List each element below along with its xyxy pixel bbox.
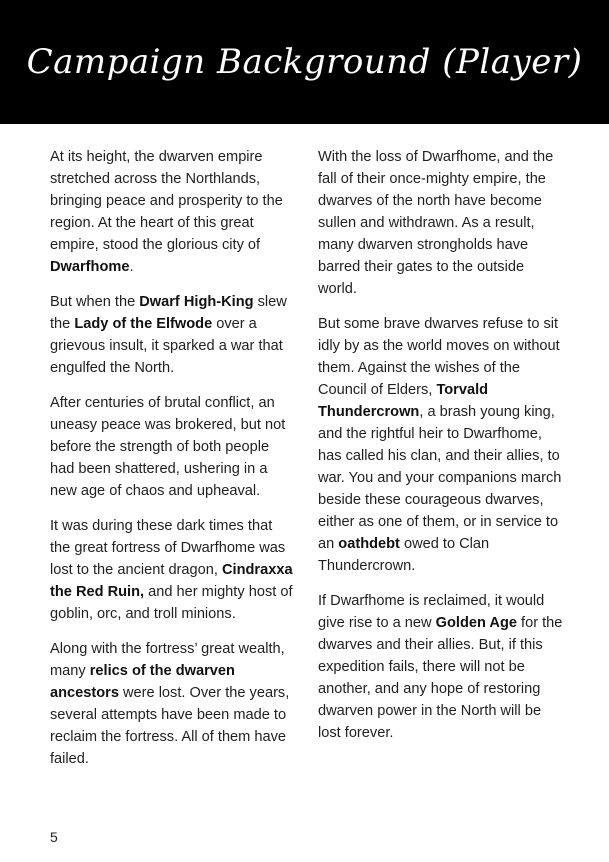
paragraph-text: It was during these dark times that the great fortress of Dwarfhome was lost to the ancient dragon,	[50, 518, 286, 578]
right-column	[318, 146, 564, 757]
paragraph-text: With the loss of Dwarfhome, and the fall of their once-mighty empire, the dwarves of the north have become sullen and withdrawn. As a result, many dwarven strongholds have barred their gates to the outside world.	[318, 149, 554, 297]
paragraph	[318, 590, 564, 744]
paragraph-text: .	[129, 259, 134, 275]
left-column	[50, 146, 296, 783]
paragraph	[50, 146, 296, 278]
paragraph	[50, 515, 296, 625]
paragraph	[318, 313, 564, 577]
paragraph	[50, 291, 296, 379]
page-title: Campaign Background (Player)	[26, 42, 583, 82]
paragraph-text: and her mighty host of goblin, orc, and troll minions.	[50, 584, 293, 622]
paragraph	[50, 638, 296, 770]
page-number: 5	[50, 829, 58, 845]
paragraph	[318, 146, 564, 300]
bold-term: Dwarfhome	[50, 259, 130, 275]
paragraph-text: But when the	[50, 294, 140, 310]
paragraph-text: After centuries of brutal conflict, an uneasy peace was brokered, but not before the strength of both people had been shattered, ushering in a new age of chaos and upheaval.	[50, 395, 286, 499]
bold-term: Lady of the Elfwode	[74, 316, 213, 332]
bold-term: relics of the dwarven ancestors	[50, 663, 235, 701]
paragraph-text: owed to Clan Thundercrown.	[318, 536, 490, 574]
bold-term: oathdebt	[338, 536, 400, 552]
bold-term: Dwarf High-King	[139, 294, 254, 310]
bold-term: Golden Age	[435, 615, 517, 631]
title-banner	[0, 0, 609, 124]
paragraph-text: If Dwarfhome is reclaimed, it would give rise to a new	[318, 593, 545, 631]
bold-term: Cindraxxa the Red Ruin,	[50, 562, 293, 600]
paragraph-text: were lost. Over the years, several attempts have been made to reclaim the fortress. All of them have failed.	[50, 685, 290, 767]
paragraph-text: over a grievous insult, it sparked a war that engulfed the North.	[50, 316, 283, 376]
paragraph	[50, 392, 296, 502]
paragraph-text: , a brash young king, and the rightful heir to Dwarfhome, has called his clan, and their allies, to war. You and your companions march beside these courageous dwarves, either as one of them, or in service to an	[318, 404, 562, 552]
paragraph-text: slew the	[50, 294, 287, 332]
paragraph-text: But some brave dwarves refuse to sit idly by as the world moves on without them. Against the wishes of the Council of Elders,	[318, 316, 560, 398]
paragraph-text: At its height, the dwarven empire stretched across the Northlands, bringing peace and prosperity to the region. At the heart of this great empire, stood the glorious city of	[50, 149, 283, 253]
paragraph-text: Along with the fortress’ great wealth, many	[50, 641, 285, 679]
bold-term: Torvald Thundercrown	[318, 382, 489, 420]
paragraph-text: for the dwarves and their allies. But, if this expedition fails, there will not be another, and any hope of restoring dwarven power in the North will be lost forever.	[318, 615, 563, 741]
